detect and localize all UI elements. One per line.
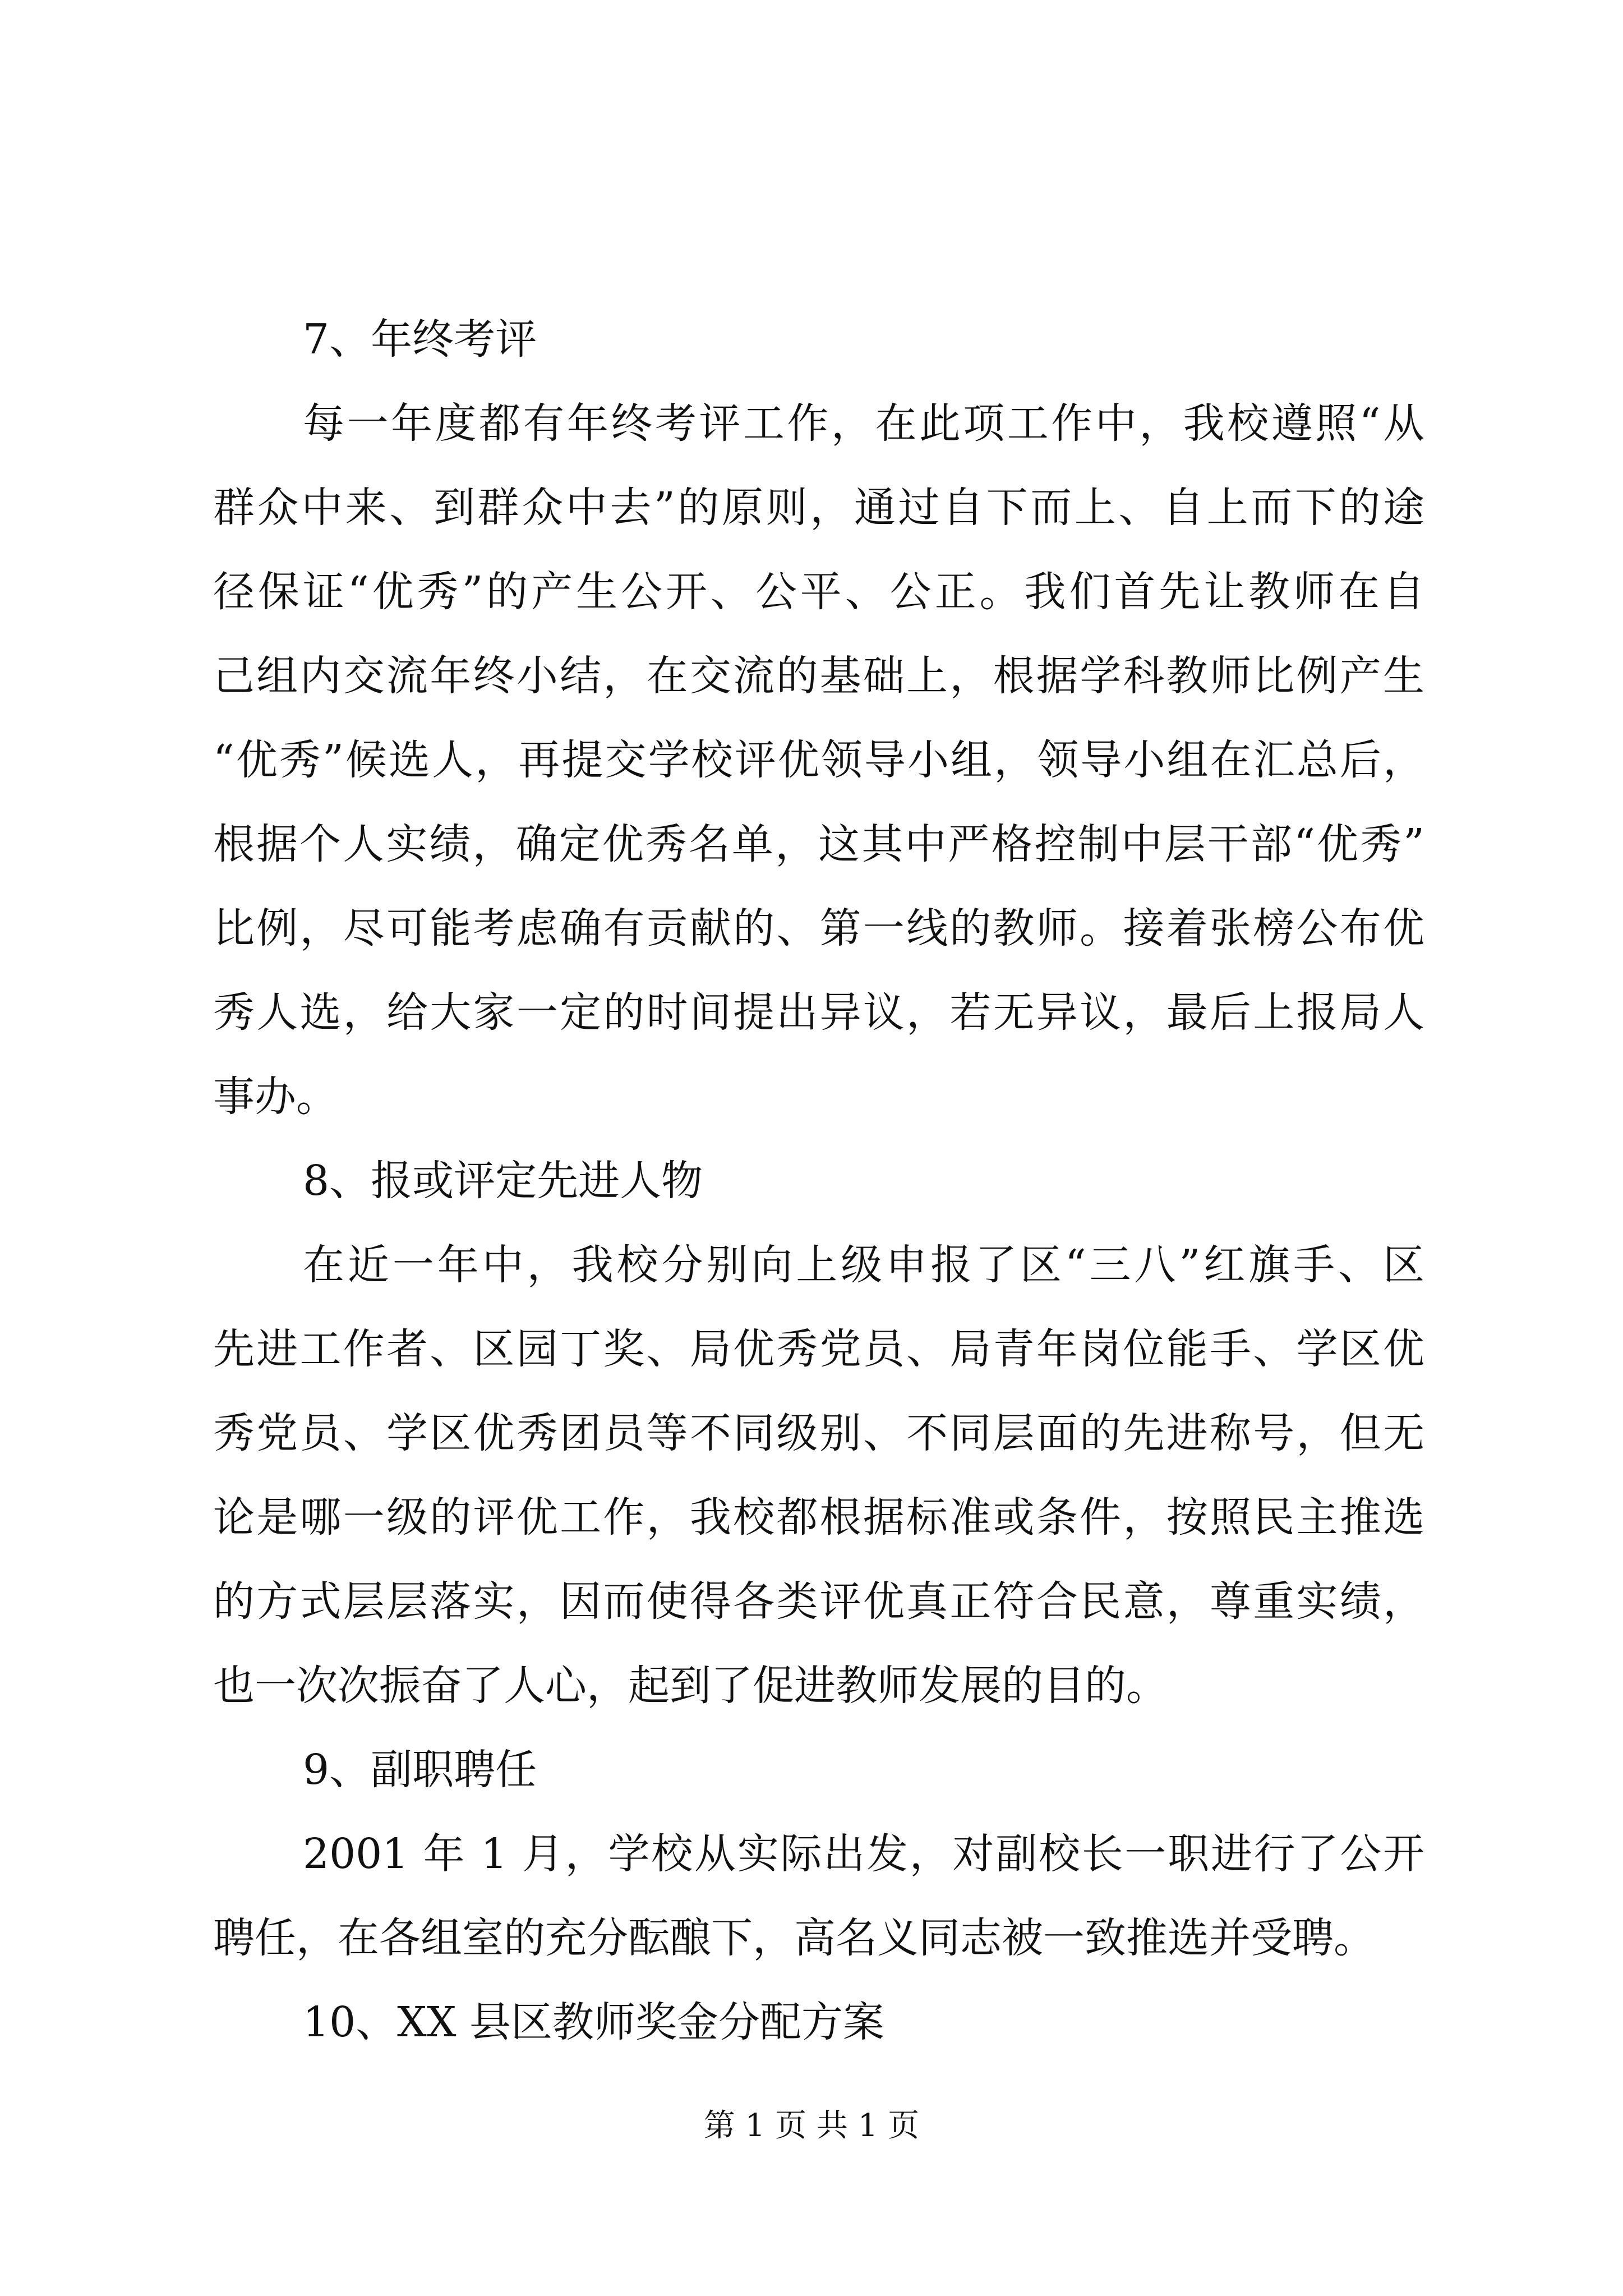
paragraph-line: 也一次次振奋了人心，起到了促进教师发展的目的。 bbox=[213, 1662, 1168, 1710]
paragraph-line: 秀党员、学区优秀团员等不同级别、不同层面的先进称号，但无 bbox=[213, 1409, 1424, 1457]
page-footer: 第 1 页 共 1 页 bbox=[703, 2108, 920, 2144]
paragraph-line: 径保证“优秀”的产生公开、公平、公正。我们首先让教师在自 bbox=[213, 568, 1424, 616]
paragraph-line: 论是哪一级的评优工作，我校都根据标准或条件，按照民主推选 bbox=[213, 1493, 1424, 1542]
paragraph-line: 的方式层层落实，因而使得各类评优真正符合民意，尊重实绩， bbox=[213, 1577, 1424, 1626]
paragraph-line: “优秀”候选人，再提交学校评优领导小组，领导小组在汇总后， bbox=[213, 736, 1424, 784]
paragraph-line: 比例，尽可能考虑确有贡献的、第一线的教师。接着张榜公布优 bbox=[213, 904, 1424, 953]
section-heading: 10、XX 县区教师奖金分配方案 bbox=[303, 1998, 885, 2046]
paragraph-line: 在近一年中，我校分别向上级申报了区“三八”红旗手、区 bbox=[303, 1241, 1424, 1289]
paragraph-line: 每一年度都有年终考评工作，在此项工作中，我校遵照“从 bbox=[303, 399, 1424, 448]
paragraph-line: 根据个人实绩，确定优秀名单，这其中严格控制中层干部“优秀” bbox=[213, 820, 1424, 868]
paragraph-line: 事办。 bbox=[213, 1073, 338, 1121]
section-heading: 8、报或评定先进人物 bbox=[303, 1157, 703, 1205]
paragraph-line: 先进工作者、区园丁奖、局优秀党员、局青年岗位能手、学区优 bbox=[213, 1325, 1424, 1373]
section-heading: 9、副职聘任 bbox=[303, 1746, 537, 1794]
paragraph-line: 聘任，在各组室的充分酝酿下，高名义同志被一致推选并受聘。 bbox=[213, 1914, 1375, 1962]
paragraph-line: 2001 年 1 月，学校从实际出发，对副校长一职进行了公开 bbox=[303, 1830, 1424, 1878]
paragraph-line: 秀人选，给大家一定的时间提出异议，若无异议，最后上报局人 bbox=[213, 988, 1424, 1037]
document-body bbox=[213, 297, 1424, 2064]
section-heading: 7、年终考评 bbox=[303, 315, 537, 364]
paragraph-line: 群众中来、到群众中去”的原则，通过自下而上、自上而下的途 bbox=[213, 484, 1424, 532]
paragraph-line: 己组内交流年终小结，在交流的基础上，根据学科教师比例产生 bbox=[213, 652, 1424, 700]
